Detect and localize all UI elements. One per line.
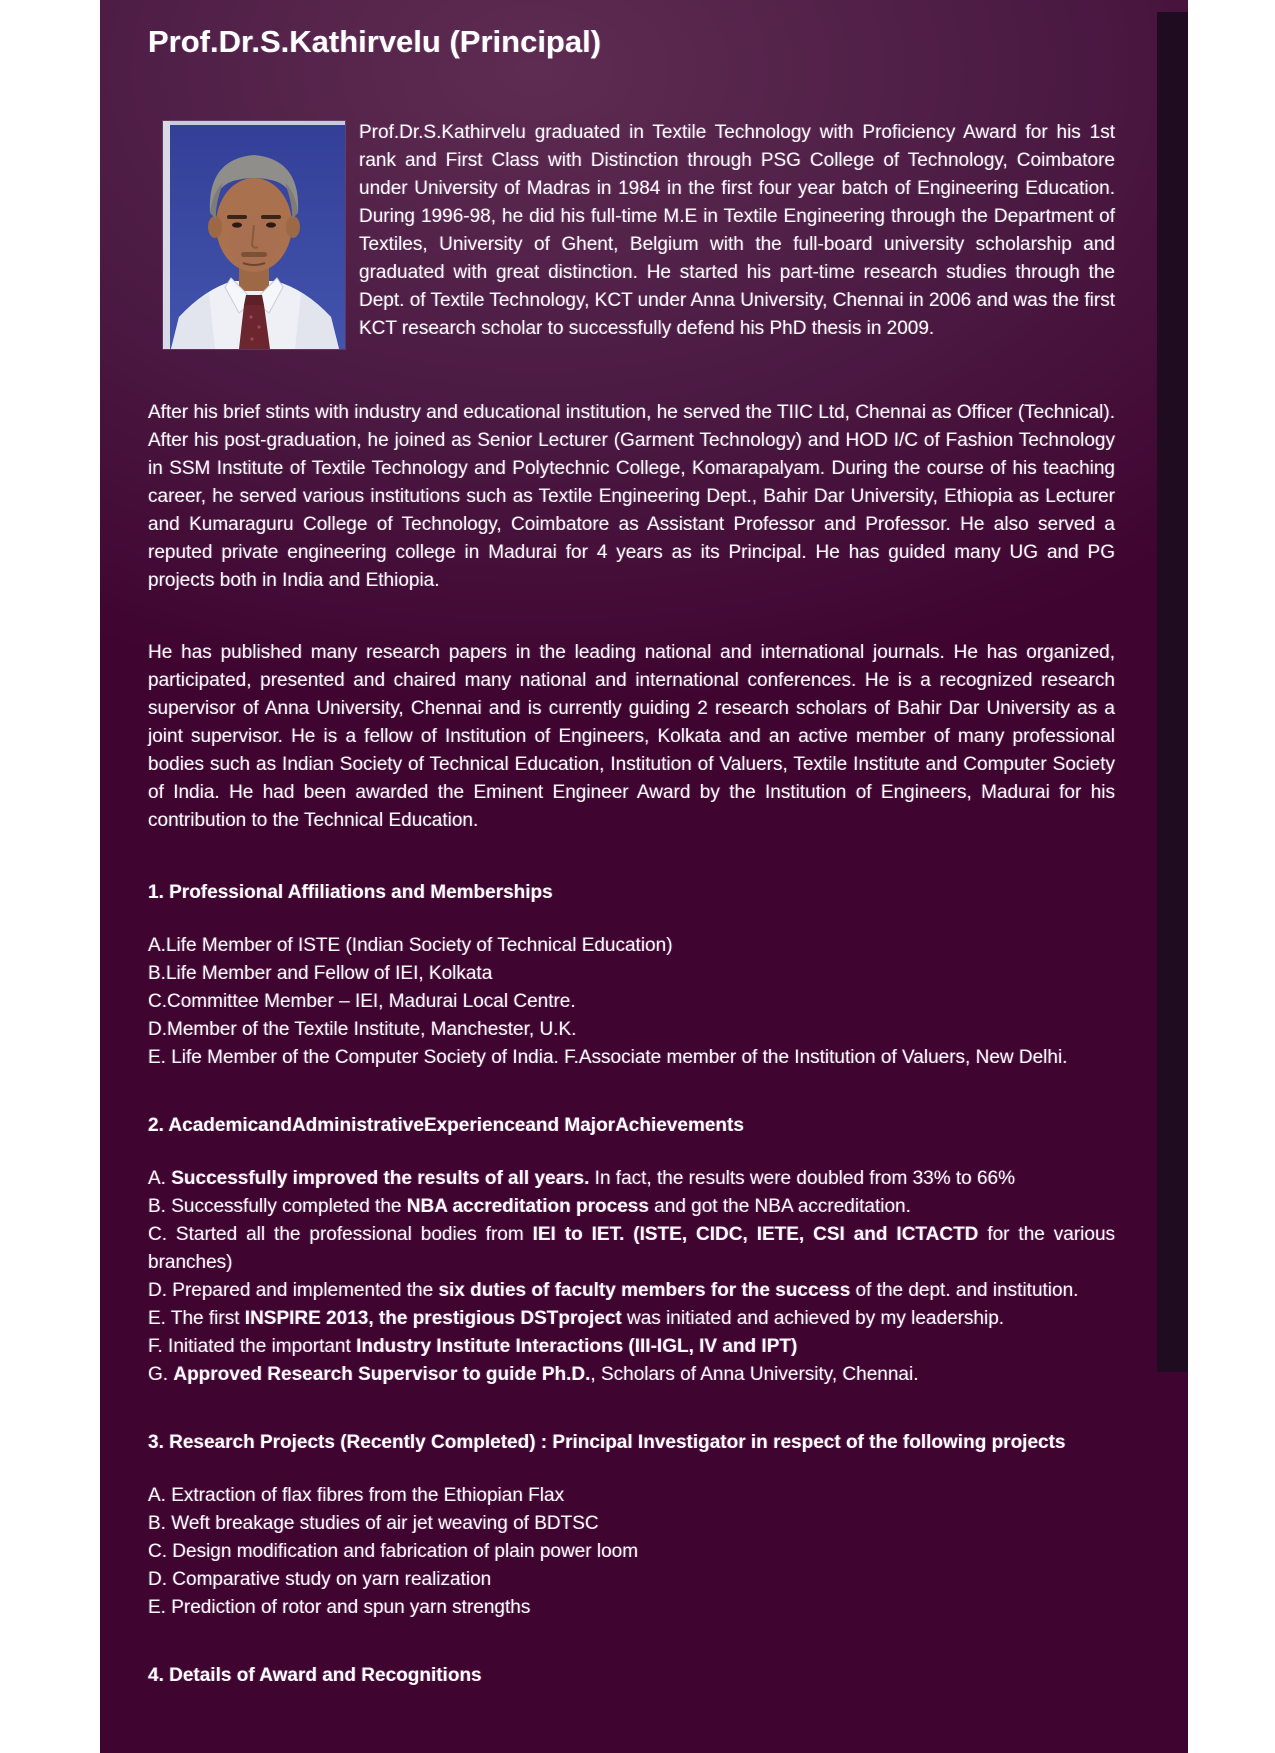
- list-item: F. Initiated the important Industry Institute Interactions (III-IGL, IV and IPT): [148, 1336, 798, 1357]
- projects-list: [148, 1482, 1115, 1622]
- section-heading-1: 1. Professional Affiliations and Memberships: [148, 882, 553, 903]
- bio-paragraph-1: [148, 119, 1115, 355]
- portrait-photo-icon: [163, 121, 345, 349]
- bio-paragraph-3: He has published many research papers in the leading national and international journals. He has organized, participated, presented and chaired many national and international conferences. He is a recognized research supervisor of Anna University, Chennai and is currently guiding 2 research scholars of Bahir Dar University as a joint supervisor. He is a fellow of Institution of Engineers, Kolkata and an active member of many professional bodies such as Indian Society of Technical Education, Institution of Valuers, Textile Institute and Computer Society of India. He had been awarded the Eminent Engineer Award by the Institution of Engineers, Madurai for his contribution to the Technical Education.: [148, 642, 1115, 831]
- section-professional-affiliations: [148, 879, 1115, 1072]
- section-research-projects: [148, 1429, 1115, 1622]
- section-heading-3: 3. Research Projects (Recently Completed) : Principal Investigator in respect of the following projects: [148, 1432, 1066, 1453]
- list-item: C.Committee Member – IEI, Madurai Local Centre.: [148, 991, 576, 1012]
- list-item: B.Life Member and Fellow of IEI, Kolkata: [148, 963, 493, 984]
- list-item: A. Successfully improved the results of all years. In fact, the results were doubled from 33% to 66%: [148, 1168, 1016, 1189]
- list-item: C. Started all the professional bodies from IEI to IET. (ISTE, CIDC, IETE, CSI and ICTACTD for the various branches): [148, 1224, 1116, 1273]
- principal-photo: [163, 121, 345, 349]
- section-heading-2: 2. AcademicandAdministrativeExperienceand MajorAchievements: [148, 1115, 744, 1136]
- list-item: A. Extraction of flax fibres from the Ethiopian Flax: [148, 1485, 565, 1506]
- section-academic-experience: [148, 1112, 1115, 1389]
- list-item: B. Weft breakage studies of air jet weaving of BDTSC: [148, 1513, 599, 1534]
- content-panel: [100, 0, 1188, 1753]
- list-item: D. Comparative study on yarn realization: [148, 1569, 492, 1590]
- bio-text-1: Prof.Dr.S.Kathirvelu graduated in Textile Technology with Proficiency Award for his 1st rank and First Class with Distinction through PSG College of Technology, Coimbatore under University of Madras in 1984 in the first four year batch of Engineering Education. During 1996-98, he did his full-time M.E in Textile Engineering through the Department of Textiles, University of Ghent, Belgium with the full-board university scholarship and graduated with great distinction. He started his part-time research studies through the Dept. of Textile Technology, KCT under Anna University, Chennai in 2006 and was the first KCT research scholar to successfully defend his PhD thesis in 2009.: [359, 122, 1115, 339]
- list-item: E. Prediction of rotor and spun yarn strengths: [148, 1597, 531, 1618]
- page-title: Prof.Dr.S.Kathirvelu (Principal): [148, 24, 602, 59]
- list-item: B. Successfully completed the NBA accreditation process and got the NBA accreditation.: [148, 1196, 911, 1217]
- list-item: D. Prepared and implemented the six duties of faculty members for the success of the dept. and institution.: [148, 1280, 1079, 1301]
- list-item: G. Approved Research Supervisor to guide Ph.D., Scholars of Anna University, Chennai.: [148, 1364, 919, 1385]
- list-item: E. The first INSPIRE 2013, the prestigious DSTproject was initiated and achieved by my leadership.: [148, 1308, 1005, 1329]
- list-item: D.Member of the Textile Institute, Manchester, U.K.: [148, 1019, 577, 1040]
- list-item: C. Design modification and fabrication of plain power loom: [148, 1541, 639, 1562]
- list-item: E. Life Member of the Computer Society of India. F.Associate member of the Institution of Valuers, New Delhi.: [148, 1047, 1068, 1068]
- achievements-list: [148, 1165, 1115, 1389]
- section-awards: [148, 1662, 1115, 1690]
- bio-paragraph-2: After his brief stints with industry and educational institution, he served the TIIC Ltd, Chennai as Officer (Technical). After his post-graduation, he joined as Senior Lecturer (Garment Technology) and HOD I/C of Fashion Technology in SSM Institute of Textile Technology and Polytechnic College, Komarapalyam. During the course of his teaching career, he served various institutions such as Textile Engineering Dept., Bahir Dar University, Ethiopia as Lecturer and Kumaraguru College of Technology, Coimbatore as Assistant Professor and Professor. He also served a reputed private engineering college in Madurai for 4 years as its Principal. He has guided many UG and PG projects both in India and Ethiopia.: [148, 402, 1115, 591]
- section-heading-4: 4. Details of Award and Recognitions: [148, 1665, 482, 1686]
- list-item: A.Life Member of ISTE (Indian Society of Technical Education): [148, 935, 673, 956]
- profile-content: [100, 22, 1188, 1690]
- affiliations-list: [148, 932, 1115, 1072]
